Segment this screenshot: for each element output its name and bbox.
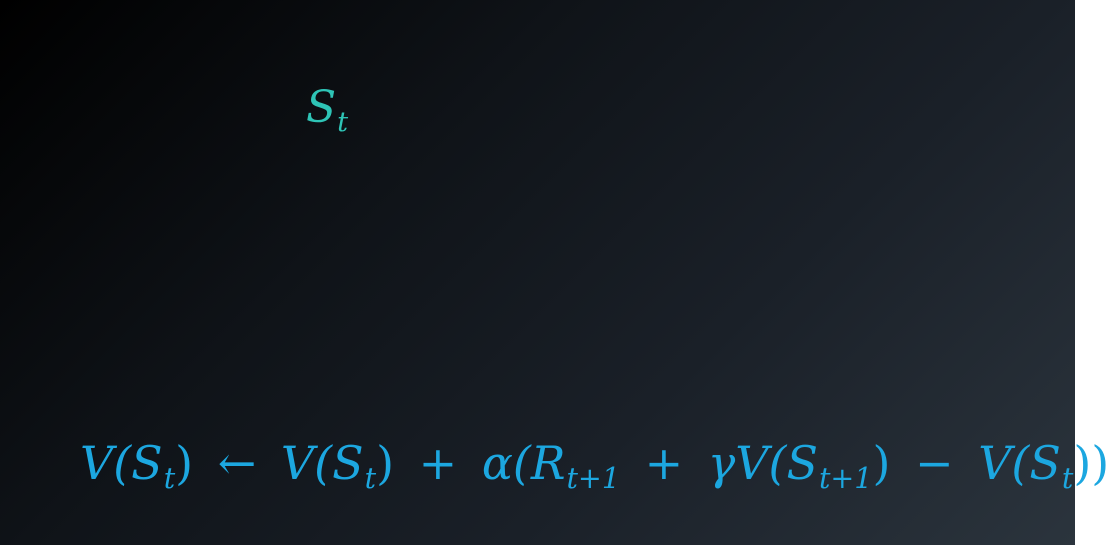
- lhs-sub: t: [163, 462, 176, 496]
- state-symbol: S: [306, 82, 337, 133]
- plus-operator-2: +: [644, 436, 684, 490]
- rhs2-sub: t: [1061, 462, 1074, 496]
- rhs1-close: ): [376, 436, 395, 490]
- next-close: ): [872, 436, 891, 490]
- rhs1-var: S: [332, 436, 364, 490]
- td-update-equation: [80, 436, 1109, 496]
- rhs2-var: S: [1029, 436, 1061, 490]
- rhs2-close: )): [1073, 436, 1109, 490]
- reward-sub: t+1: [566, 462, 620, 496]
- minus-operator: −: [915, 436, 954, 490]
- alpha-open: α(: [481, 436, 531, 490]
- update-arrow: ←: [217, 436, 257, 490]
- lhs-close: ): [175, 436, 194, 490]
- lhs-fn: V(: [80, 436, 132, 490]
- lhs-var: S: [131, 436, 163, 490]
- next-sub: t+1: [818, 462, 873, 496]
- rhs1-fn: V(: [280, 436, 333, 490]
- plus-operator: +: [418, 436, 458, 490]
- next-var: S: [786, 436, 818, 490]
- rhs1-sub: t: [364, 462, 377, 496]
- state-subscript: t: [337, 106, 349, 138]
- state-label: [306, 82, 349, 138]
- rhs2-fn: V(: [978, 436, 1030, 490]
- reward-var: R: [530, 436, 566, 490]
- gamma-fn: γV(: [707, 436, 787, 490]
